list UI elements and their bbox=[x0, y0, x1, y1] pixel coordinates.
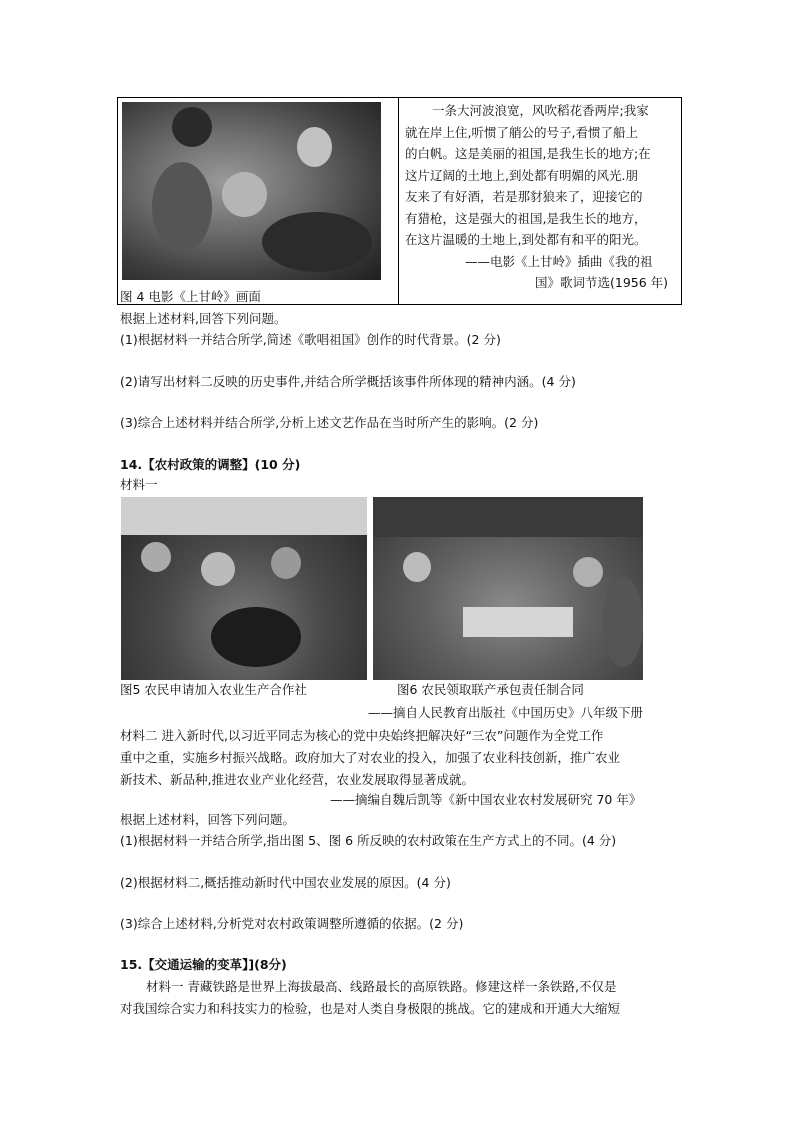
fig5-caption: 图5 农民申请加入农业生产合作社 bbox=[120, 682, 307, 697]
q13-question-3: (3)综合上述材料并结合所学,分析上述文艺作品在当时所产生的影响。(2 分) bbox=[120, 415, 539, 430]
fig6-photo bbox=[373, 497, 643, 680]
lyrics-line: 在这片温暖的土地上,到处都有和平的阳光。 bbox=[405, 232, 647, 247]
lyrics-line: 有猎枪，这是强大的祖国,是我生长的地方， bbox=[405, 210, 647, 226]
q14-question-1: (1)根据材料一并结合所学,指出图 5、图 6 所反映的农村政策在生产方式上的不同。(4 分) bbox=[120, 833, 617, 848]
q13-intro: 根据上述材料,回答下列问题。 bbox=[120, 311, 287, 326]
lyrics-line: 友来了有好酒，若是那豺狼来了，迎接它的 bbox=[405, 189, 643, 204]
q14-title: 14.【农村政策的调整】(10 分) bbox=[120, 457, 301, 472]
q14-question-3: (3)综合上述材料,分析党对农村政策调整所遵循的依据。(2 分) bbox=[120, 916, 464, 931]
lyrics-text bbox=[405, 100, 677, 294]
material-2-line: 材料二 进入新时代,以习近平同志为核心的党中央始终把解决好“三农”问题作为全党工作 bbox=[120, 728, 604, 743]
lyrics-source: ——电影《上甘岭》插曲《我的祖 bbox=[465, 253, 653, 269]
q15-title: 15.【交通运输的变革】](8分) bbox=[120, 957, 287, 972]
material-2-line: 新技术、新品种,推进农业产业化经营，农业发展取得显著成就。 bbox=[120, 772, 474, 787]
q15-line: 材料一 青藏铁路是世界上海拔最高、线路最长的高原铁路。修建这样一条铁路,不仅是 bbox=[146, 979, 617, 994]
q14-material-2 bbox=[120, 725, 620, 791]
q14-source-1: ——摘自人民教育出版社《中国历史》八年级下册 bbox=[368, 705, 644, 720]
material-2-line: 重中之重，实施乡村振兴战略。政府加大了对农业的投入，加强了农业科技创新，推广农业 bbox=[120, 750, 621, 765]
fig4-cell bbox=[118, 98, 399, 305]
lyrics-source: 国》歌词节选(1956 年) bbox=[535, 275, 669, 290]
lyrics-line: 的白帆。这是美丽的祖国,是我生长的地方;在 bbox=[405, 146, 651, 161]
q13-question-1: (1)根据材料一并结合所学,简述《歌唱祖国》创作的时代背景。(2 分) bbox=[120, 332, 501, 347]
q14-question-2: (2)根据材料二,概括推动新时代中国农业发展的原因。(4 分) bbox=[120, 875, 451, 890]
fig4-caption: 图 4 电影《上甘岭》画面 bbox=[120, 289, 261, 304]
lyrics-cell bbox=[399, 98, 682, 305]
lyrics-line: 就在岸上住,听惯了艄公的号子,看惯了船上 bbox=[405, 124, 638, 140]
q14-intro: 根据上述材料，回答下列问题。 bbox=[120, 812, 296, 827]
q14-material-1-label: 材料一 bbox=[120, 477, 158, 492]
fig4-photo bbox=[122, 102, 381, 280]
lyrics-line: 一条大河波浪宽，风吹稻花香两岸;我家 bbox=[432, 103, 649, 118]
fig6-caption: 图6 农民领取联产承包责任制合同 bbox=[397, 682, 584, 697]
q15-line: 对我国综合实力和科技实力的检验，也是对人类自身极限的挑战。它的建成和开通大大缩短 bbox=[120, 1001, 621, 1016]
material-table bbox=[117, 97, 682, 305]
q13-question-2: (2)请写出材料二反映的历史事件,并结合所学概括该事件所体现的精神内涵。(4 分) bbox=[120, 374, 576, 389]
lyrics-line: 这片辽阔的土地上,到处都有明媚的风光.朋 bbox=[405, 167, 638, 183]
q14-source-2: ——摘编自魏后凯等《新中国农业农村发展研究 70 年》 bbox=[330, 792, 642, 807]
q15-material-1 bbox=[120, 976, 620, 1020]
fig5-photo bbox=[121, 497, 367, 680]
